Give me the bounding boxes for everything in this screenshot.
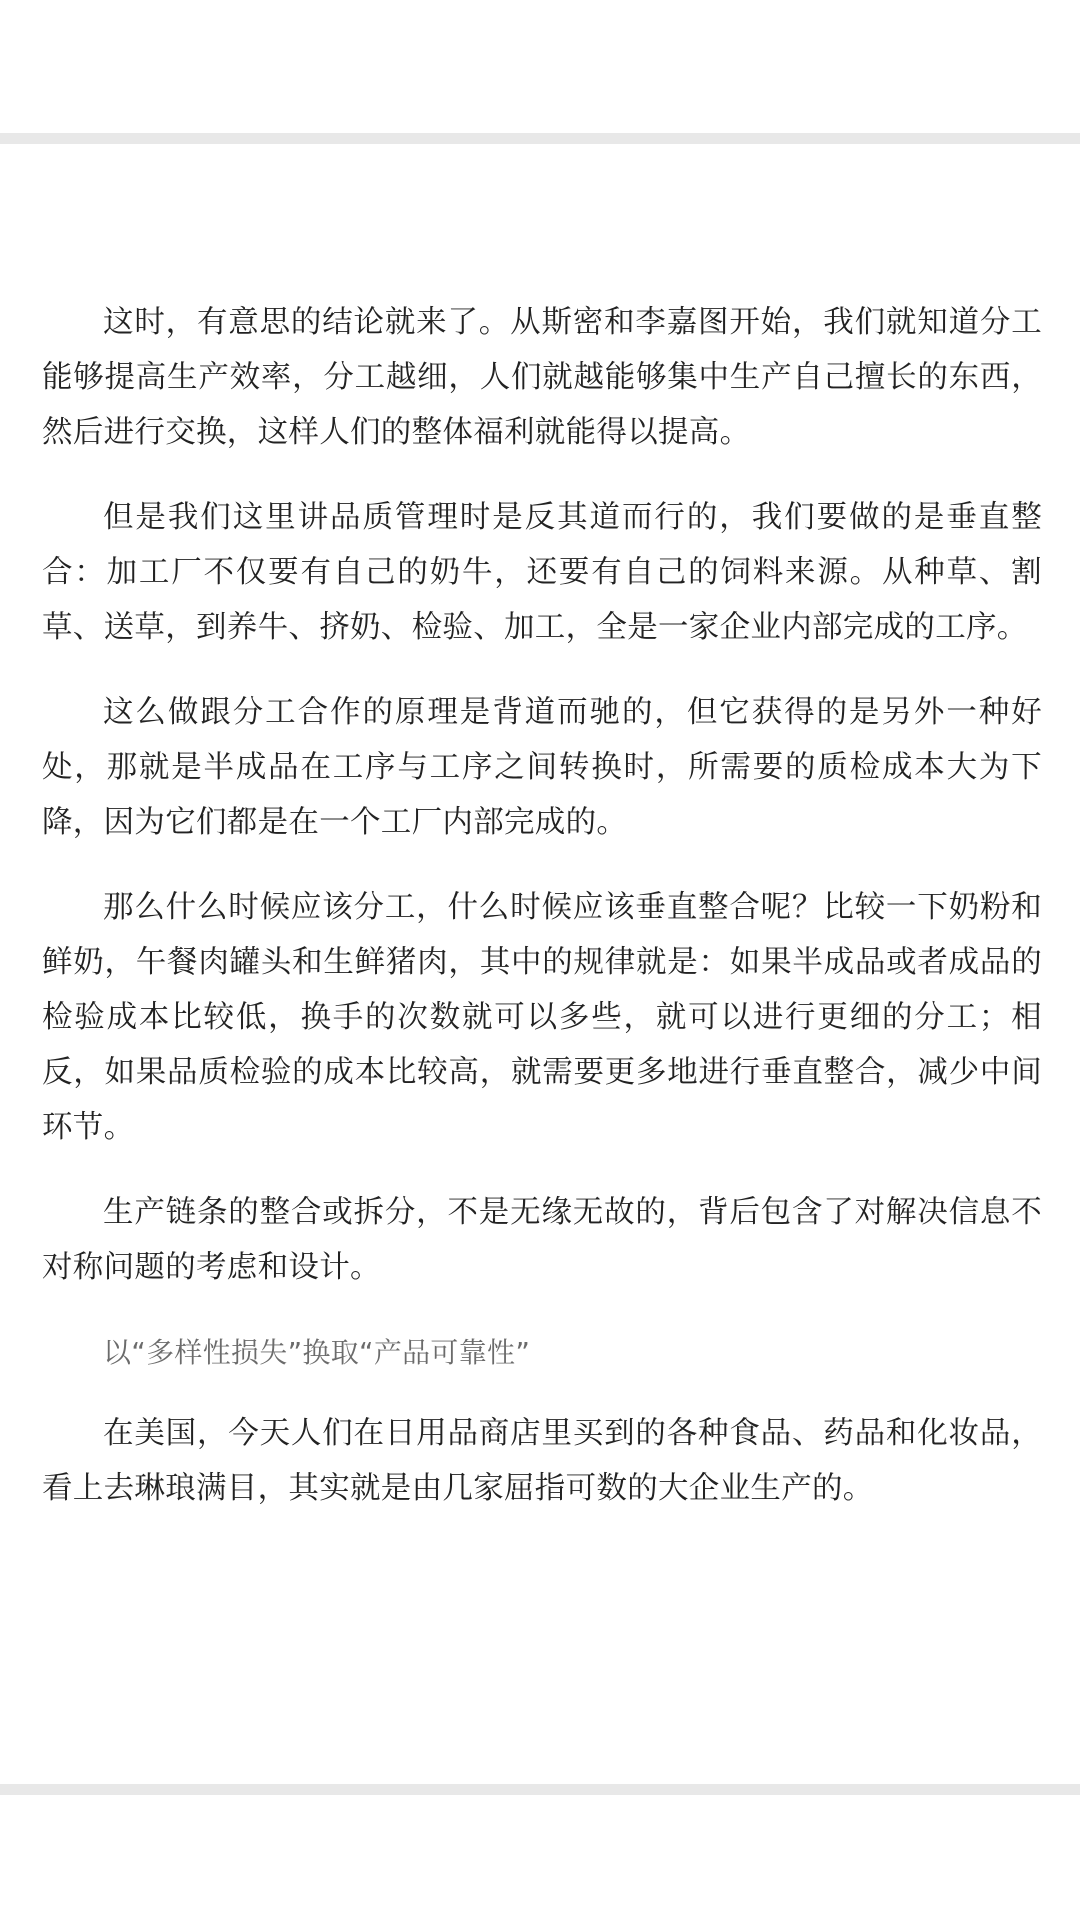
section-subheading: 以“多样性损失”换取“产品可靠性” — [103, 1336, 531, 1369]
bottom-divider — [0, 1784, 1080, 1795]
paragraph: 生产链条的整合或拆分，不是无缘无故的，背后包含了对解决信息不对称问题的考虑和设计。 — [42, 1195, 1042, 1285]
top-divider — [0, 133, 1080, 144]
article-body — [42, 295, 1042, 1546]
paragraph: 那么什么时候应该分工，什么时候应该垂直整合呢？比较一下奶粉和鲜奶，午餐肉罐头和生鲜猪肉，其中的规律就是：如果半成品或者成品的检验成本比较低，换手的次数就可以多些，就可以进行更细的分工；相反，如果品质检验的成本比较高，就需要更多地进行垂直整合，减少中间环节。 — [42, 890, 1042, 1145]
paragraph: 这么做跟分工合作的原理是背道而驰的，但它获得的是另外一种好处，那就是半成品在工序与工序之间转换时，所需要的质检成本大为下降，因为它们都是在一个工厂内部完成的。 — [42, 695, 1042, 840]
paragraph: 在美国，今天人们在日用品商店里买到的各种食品、药品和化妆品，看上去琳琅满目，其实就是由几家屈指可数的大企业生产的。 — [42, 1416, 1042, 1506]
paragraph: 这时，有意思的结论就来了。从斯密和李嘉图开始，我们就知道分工能够提高生产效率，分工越细，人们就越能够集中生产自己擅长的东西，然后进行交换，这样人们的整体福利就能得以提高。 — [42, 305, 1042, 450]
paragraph: 但是我们这里讲品质管理时是反其道而行的，我们要做的是垂直整合：加工厂不仅要有自己的奶牛，还要有自己的饲料来源。从种草、割草、送草，到养牛、挤奶、检验、加工，全是一家企业内部完成的工序。 — [42, 500, 1042, 645]
